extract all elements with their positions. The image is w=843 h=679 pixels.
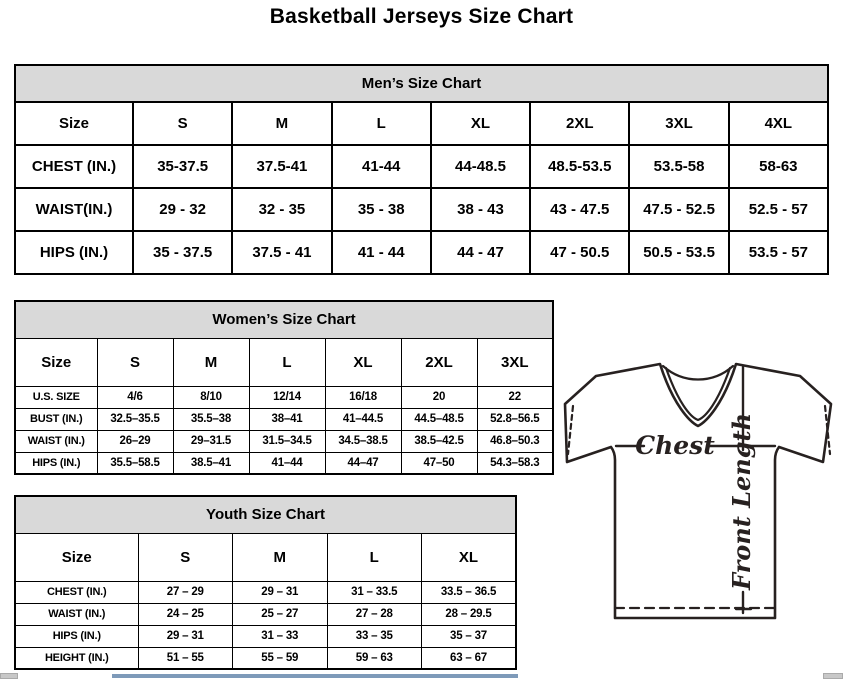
- youth-cell: 24 – 25: [138, 603, 233, 625]
- womens-cell: 44–47: [325, 452, 401, 474]
- mens-row-label: CHEST (IN.): [15, 145, 133, 188]
- scroll-right-button[interactable]: [823, 673, 843, 679]
- womens-column-header: L: [249, 338, 325, 386]
- womens-column-header: 2XL: [401, 338, 477, 386]
- mens-column-header: 3XL: [629, 102, 728, 145]
- womens-row-label: WAIST (IN.): [15, 430, 97, 452]
- youth-column-header: M: [233, 533, 328, 581]
- youth-cell: 29 – 31: [233, 581, 328, 603]
- mens-table-title: Men’s Size Chart: [15, 65, 828, 102]
- womens-cell: 46.8–50.3: [477, 430, 553, 452]
- womens-table-row: [15, 452, 553, 474]
- mens-cell: 50.5 - 53.5: [629, 231, 728, 274]
- womens-cell: 41–44.5: [325, 408, 401, 430]
- mens-table-row: [15, 145, 828, 188]
- mens-column-header: S: [133, 102, 232, 145]
- scroll-left-button[interactable]: [0, 673, 18, 679]
- mens-size-table: [14, 64, 829, 275]
- womens-column-header: S: [97, 338, 173, 386]
- youth-row-label: CHEST (IN.): [15, 581, 138, 603]
- youth-cell: 51 – 55: [138, 647, 233, 669]
- mens-cell: 53.5-58: [629, 145, 728, 188]
- youth-table-title: Youth Size Chart: [15, 496, 516, 533]
- mens-column-header: M: [232, 102, 331, 145]
- womens-size-table: [14, 300, 554, 475]
- womens-table-row: [15, 408, 553, 430]
- mens-cell: 47 - 50.5: [530, 231, 629, 274]
- mens-cell: 29 - 32: [133, 188, 232, 231]
- jersey-collar-line-2: [666, 368, 730, 420]
- womens-cell: 38.5–41: [173, 452, 249, 474]
- womens-column-header: Size: [15, 338, 97, 386]
- mens-cell: 38 - 43: [431, 188, 530, 231]
- mens-cell: 44 - 47: [431, 231, 530, 274]
- mens-cell: 41 - 44: [332, 231, 431, 274]
- youth-cell: 31 – 33: [233, 625, 328, 647]
- left-cuff-dashed-line: [568, 406, 573, 454]
- mens-row-label: HIPS (IN.): [15, 231, 133, 274]
- womens-cell: 35.5–38: [173, 408, 249, 430]
- mens-column-header: XL: [431, 102, 530, 145]
- mens-cell: 53.5 - 57: [729, 231, 828, 274]
- mens-cell: 37.5 - 41: [232, 231, 331, 274]
- womens-row-label: U.S. SIZE: [15, 386, 97, 408]
- womens-cell: 12/14: [249, 386, 325, 408]
- mens-cell: 35-37.5: [133, 145, 232, 188]
- womens-cell: 26–29: [97, 430, 173, 452]
- youth-column-header: L: [327, 533, 422, 581]
- womens-cell: 20: [401, 386, 477, 408]
- womens-cell: 38.5–42.5: [401, 430, 477, 452]
- youth-column-header: Size: [15, 533, 138, 581]
- mens-cell: 44-48.5: [431, 145, 530, 188]
- youth-column-header: XL: [422, 533, 517, 581]
- womens-row-label: HIPS (IN.): [15, 452, 97, 474]
- youth-table-row: [15, 581, 516, 603]
- youth-cell: 33.5 – 36.5: [422, 581, 517, 603]
- mens-table-row: [15, 231, 828, 274]
- womens-cell: 38–41: [249, 408, 325, 430]
- youth-table-row: [15, 603, 516, 625]
- youth-table-row: [15, 647, 516, 669]
- womens-cell: 35.5–58.5: [97, 452, 173, 474]
- youth-row-label: HIPS (IN.): [15, 625, 138, 647]
- youth-row-label: HEIGHT (IN.): [15, 647, 138, 669]
- womens-row-label: BUST (IN.): [15, 408, 97, 430]
- mens-cell: 32 - 35: [232, 188, 331, 231]
- youth-cell: 29 – 31: [138, 625, 233, 647]
- womens-column-header: 3XL: [477, 338, 553, 386]
- womens-cell: 16/18: [325, 386, 401, 408]
- mens-cell: 41-44: [332, 145, 431, 188]
- womens-cell: 34.5–38.5: [325, 430, 401, 452]
- womens-table-title: Women’s Size Chart: [15, 301, 553, 338]
- mens-cell: 47.5 - 52.5: [629, 188, 728, 231]
- womens-cell: 41–44: [249, 452, 325, 474]
- womens-cell: 8/10: [173, 386, 249, 408]
- womens-cell: 31.5–34.5: [249, 430, 325, 452]
- womens-table-row: [15, 386, 553, 408]
- mens-cell: 43 - 47.5: [530, 188, 629, 231]
- mens-cell: 35 - 37.5: [133, 231, 232, 274]
- womens-cell: 47–50: [401, 452, 477, 474]
- jersey-diagram: [558, 360, 840, 628]
- front-length-label: Front Length: [727, 412, 756, 590]
- youth-cell: 33 – 35: [327, 625, 422, 647]
- youth-size-table: [14, 495, 517, 670]
- womens-table-row: [15, 430, 553, 452]
- womens-cell: 22: [477, 386, 553, 408]
- horizontal-scrollbar[interactable]: [0, 673, 843, 679]
- mens-column-header: Size: [15, 102, 133, 145]
- youth-cell: 27 – 29: [138, 581, 233, 603]
- youth-cell: 31 – 33.5: [327, 581, 422, 603]
- womens-cell: 4/6: [97, 386, 173, 408]
- womens-column-header: M: [173, 338, 249, 386]
- youth-column-header: S: [138, 533, 233, 581]
- youth-cell: 63 – 67: [422, 647, 517, 669]
- page-title: Basketball Jerseys Size Chart: [269, 5, 574, 28]
- mens-cell: 37.5-41: [232, 145, 331, 188]
- womens-cell: 52.8–56.5: [477, 408, 553, 430]
- mens-column-header: L: [332, 102, 431, 145]
- youth-table-row: [15, 625, 516, 647]
- mens-cell: 35 - 38: [332, 188, 431, 231]
- mens-column-header: 2XL: [530, 102, 629, 145]
- chest-label: Chest: [635, 431, 715, 460]
- mens-row-label: WAIST(IN.): [15, 188, 133, 231]
- youth-cell: 55 – 59: [233, 647, 328, 669]
- jersey-body-outline: [565, 364, 831, 618]
- youth-cell: 25 – 27: [233, 603, 328, 625]
- youth-row-label: WAIST (IN.): [15, 603, 138, 625]
- youth-cell: 59 – 63: [327, 647, 422, 669]
- mens-cell: 52.5 - 57: [729, 188, 828, 231]
- mens-column-header: 4XL: [729, 102, 828, 145]
- womens-cell: 32.5–35.5: [97, 408, 173, 430]
- womens-cell: 29–31.5: [173, 430, 249, 452]
- mens-cell: 58-63: [729, 145, 828, 188]
- jersey-outline-svg: [558, 360, 840, 628]
- womens-cell: 54.3–58.3: [477, 452, 553, 474]
- mens-cell: 48.5-53.5: [530, 145, 629, 188]
- mens-table-row: [15, 188, 828, 231]
- womens-column-header: XL: [325, 338, 401, 386]
- womens-cell: 44.5–48.5: [401, 408, 477, 430]
- scrollbar-thumb[interactable]: [112, 674, 518, 678]
- youth-cell: 35 – 37: [422, 625, 517, 647]
- youth-cell: 27 – 28: [327, 603, 422, 625]
- youth-cell: 28 – 29.5: [422, 603, 517, 625]
- jersey-collar-line-1: [663, 366, 733, 380]
